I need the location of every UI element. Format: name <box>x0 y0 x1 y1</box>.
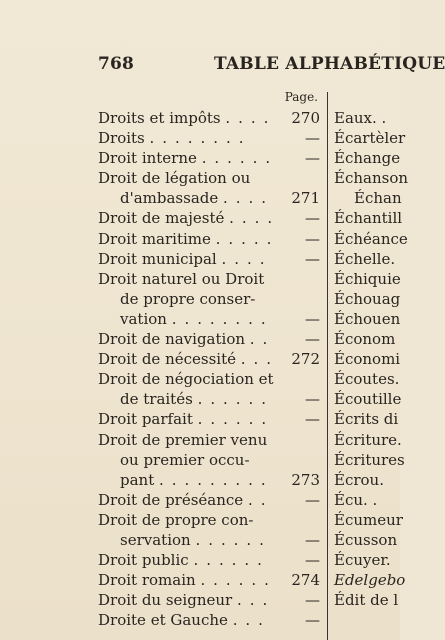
right-index-entry: Écuyer. <box>334 551 391 570</box>
index-entry-line <box>98 349 320 369</box>
entry-text: Droit parfait <box>98 410 193 429</box>
entry-text: Droit municipal <box>98 249 217 268</box>
index-entry <box>98 229 320 249</box>
leader-dots: . . . <box>232 611 265 630</box>
entry-text: Droit public <box>98 551 189 570</box>
right-index-entry: Écoutes. <box>334 370 400 389</box>
entry-text: Droit de négociation et <box>98 370 274 389</box>
leader-dots: . . . . . . <box>193 551 264 570</box>
index-entry-line <box>98 128 320 148</box>
entry-text: Droit de légation ou <box>98 169 251 188</box>
entry-page-number: 273 <box>291 470 320 489</box>
entry-page-number: — <box>305 611 320 630</box>
index-entry-line <box>98 550 320 570</box>
entry-page-number: — <box>305 530 320 549</box>
entry-text: servation <box>120 530 191 549</box>
index-entry-line <box>98 490 320 510</box>
right-index-entry: Échantill <box>334 209 403 228</box>
right-index-entry: Échelle. <box>334 249 396 268</box>
right-index-entry: Écu. . <box>334 490 378 509</box>
leader-dots: . . . . . <box>215 229 273 248</box>
index-entry-line <box>98 108 320 128</box>
entry-page-number: 270 <box>291 109 320 127</box>
page-number: 768 <box>98 54 135 74</box>
entry-text: Droit romain <box>98 571 196 590</box>
leader-dots: . . . . . . <box>195 530 266 549</box>
index-entry <box>98 108 320 128</box>
index-entry <box>98 249 320 269</box>
page-title: TABLE ALPHABÉTIQUE <box>214 54 445 74</box>
right-index-entry: Économ <box>334 330 396 349</box>
entry-page-number: 272 <box>291 350 320 369</box>
entry-page-number: 274 <box>291 571 320 590</box>
entry-page-number: — <box>305 209 320 228</box>
entry-page-number: — <box>305 229 320 248</box>
index-entry-line <box>98 269 320 289</box>
index-right-column <box>334 108 409 610</box>
leader-dots: . . . . <box>229 209 274 228</box>
entry-text: Droits et impôts <box>98 109 221 127</box>
entry-page-number: — <box>305 309 320 328</box>
index-entry <box>98 590 320 610</box>
leader-dots: . . . . . . <box>200 571 271 590</box>
entry-page-number: — <box>305 551 320 570</box>
index-entry-line <box>98 610 320 630</box>
index-entry <box>98 168 320 208</box>
right-index-entry: Écrits di <box>334 410 399 429</box>
leader-dots: . . . . . . <box>201 149 272 168</box>
index-entry <box>98 510 320 550</box>
entry-page-number: 271 <box>291 189 320 208</box>
column-divider <box>327 92 328 640</box>
leader-dots: . . . . . . <box>197 390 268 409</box>
right-index-entry: Édit de l <box>334 591 399 610</box>
right-index-entry: Écartèler <box>334 129 406 148</box>
index-entry-line <box>98 570 320 590</box>
entry-page-number: — <box>305 149 320 168</box>
leader-dots: . . . . . . <box>197 410 268 429</box>
entry-text: Droite et Gauche <box>98 611 228 630</box>
index-entry <box>98 409 320 429</box>
index-entry-line <box>98 289 320 309</box>
entry-text: vation <box>120 309 167 328</box>
leader-dots: . . . . . . . . . <box>159 470 268 489</box>
index-entry-line <box>98 208 320 228</box>
leader-dots: . . . . <box>223 189 268 208</box>
right-index-entry: Écusson <box>334 530 398 549</box>
index-entry <box>98 570 320 590</box>
entry-text: Droit de préséance <box>98 490 244 509</box>
entry-page-number: — <box>305 410 320 429</box>
index-entry <box>98 269 320 329</box>
entry-text: Droits <box>98 129 145 148</box>
index-entry-line <box>98 530 320 550</box>
right-index-entry: Edelgebo <box>334 571 406 590</box>
right-index-entry: Économi <box>334 350 401 369</box>
index-entry-line <box>98 188 320 208</box>
index-entry-line <box>98 389 320 409</box>
index-entry-line <box>98 430 320 450</box>
entry-text: pant <box>120 470 155 489</box>
index-entry-line <box>98 369 320 389</box>
index-entry <box>98 349 320 369</box>
index-entry-line <box>98 409 320 429</box>
leader-dots: . . . . <box>225 109 270 127</box>
running-header <box>96 54 445 76</box>
index-entry <box>98 490 320 510</box>
index-entry-line <box>98 309 320 329</box>
page-column-header: Page. <box>284 90 318 104</box>
index-entry-line <box>98 168 320 188</box>
entry-text: Droit naturel ou Droit <box>98 269 265 288</box>
right-index-entry: Échan <box>354 189 402 208</box>
entry-text: Droit de nécessité <box>98 350 236 369</box>
entry-text: ou premier occu- <box>120 450 250 469</box>
entry-text: de propre conser- <box>120 289 256 308</box>
index-entry-line <box>98 510 320 530</box>
index-entry-line <box>98 148 320 168</box>
leader-dots: . . . . <box>221 249 267 268</box>
index-left-column <box>98 108 320 630</box>
leader-dots: . . . <box>236 591 269 610</box>
right-index-entry: Écriture. <box>334 430 402 449</box>
index-entry-line <box>98 470 320 490</box>
index-entry <box>98 369 320 409</box>
index-entry <box>98 128 320 148</box>
index-entry-line <box>98 249 320 269</box>
index-entry <box>98 550 320 570</box>
index-entry <box>98 430 320 490</box>
right-index-entry: Échouag <box>334 289 401 308</box>
index-entry-line <box>98 590 320 610</box>
entry-page-number: — <box>305 129 320 148</box>
leader-dots: . . . <box>240 350 273 369</box>
right-index-entry: Échange <box>334 149 401 168</box>
entry-text: de traités <box>120 390 193 409</box>
index-entry-line <box>98 450 320 470</box>
right-index-entry: Échouen <box>334 309 401 328</box>
leader-dots: . . <box>247 490 268 509</box>
leader-dots: . . . . . . . . <box>149 129 246 148</box>
entry-page-number: — <box>305 591 320 610</box>
right-index-entry: Eaux. . <box>334 109 387 127</box>
right-index-entry: Écrou. <box>334 470 384 489</box>
entry-page-number: — <box>305 390 320 409</box>
entry-text: d'ambassade <box>120 189 219 208</box>
entry-text: Droit de propre con- <box>98 510 254 529</box>
entry-page-number: — <box>305 490 320 509</box>
entry-page-number: — <box>305 330 320 349</box>
right-index-entry: Échéance <box>334 229 408 248</box>
right-index-entry: Échiquie <box>334 269 401 288</box>
entry-text: Droit maritime <box>98 229 211 248</box>
leader-dots: . . . . . . . . <box>171 309 268 328</box>
right-index-entry: Écumeur <box>334 510 403 529</box>
leader-dots: . . <box>249 330 269 349</box>
right-index-entry: Écritures <box>334 450 405 469</box>
index-entry-line <box>98 329 320 349</box>
entry-text: Droit de navigation <box>98 330 246 349</box>
index-entry <box>98 208 320 228</box>
index-entry <box>98 329 320 349</box>
right-index-entry: Écoutille <box>334 390 402 409</box>
entry-text: Droit de premier venu <box>98 430 268 449</box>
entry-page-number: — <box>305 249 320 268</box>
entry-text: Droit de majesté <box>98 209 225 228</box>
index-entry <box>98 610 320 630</box>
entry-text: Droit du seigneur <box>98 591 233 610</box>
index-entry <box>98 148 320 168</box>
entry-text: Droit interne <box>98 149 197 168</box>
right-index-entry: Échanson <box>334 169 409 188</box>
index-entry-line <box>98 229 320 249</box>
